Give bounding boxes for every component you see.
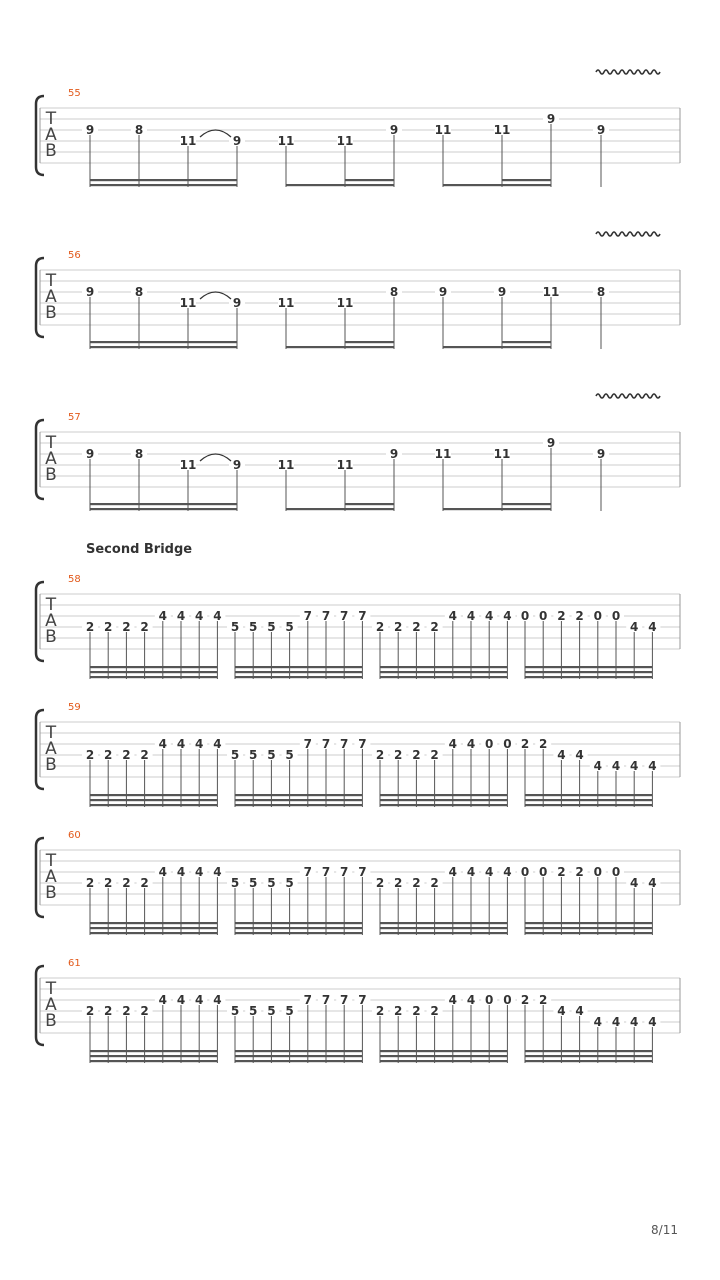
fret-number: 2 (375, 748, 385, 762)
beam (525, 794, 652, 796)
fret-number: 8 (596, 285, 606, 299)
fret-number: 4 (466, 737, 476, 751)
fret-number: 4 (176, 737, 186, 751)
fret-number: 9 (389, 447, 399, 461)
measure-number: 61 (68, 958, 81, 969)
beam (380, 922, 507, 924)
beam (443, 508, 551, 510)
fret-number: 2 (85, 748, 95, 762)
fret-number: 2 (520, 993, 530, 1007)
beam-secondary (502, 341, 551, 343)
fret-number: 0 (611, 865, 621, 879)
beam-secondary (345, 503, 394, 505)
beam-secondary (502, 503, 551, 505)
beam (235, 927, 362, 929)
tab-clef-letter: B (45, 303, 57, 323)
fret-number: 7 (303, 737, 312, 751)
beam (90, 346, 237, 348)
tab-systems (36, 70, 680, 1063)
fret-number: 8 (134, 285, 144, 299)
fret-number: 5 (230, 748, 240, 762)
fret-number: 9 (438, 285, 448, 299)
beam (90, 666, 217, 668)
fret-number: 2 (412, 620, 421, 634)
fret-number: 5 (230, 876, 240, 890)
fret-number: 4 (176, 865, 186, 879)
system-56 (36, 232, 680, 349)
fret-number: 4 (648, 876, 657, 890)
tab-clef-letter: A (45, 867, 57, 887)
beam (525, 932, 652, 934)
fret-number: 9 (596, 123, 606, 137)
fret-number: 5 (249, 876, 258, 890)
beam (90, 922, 217, 924)
beam (525, 922, 652, 924)
fret-number: 2 (104, 620, 113, 634)
beam (380, 1055, 507, 1057)
beam (90, 927, 217, 929)
fret-number: 2 (394, 876, 403, 890)
fret-number: 7 (358, 737, 367, 751)
tab-clef-letter: A (45, 739, 57, 759)
system-59 (36, 702, 680, 807)
fret-number: 4 (448, 865, 457, 879)
beam (286, 508, 394, 510)
vibrato-mark (596, 394, 660, 398)
beam (235, 666, 362, 668)
fret-number: 0 (485, 737, 494, 751)
fret-number: 0 (503, 737, 512, 751)
fret-number: 8 (389, 285, 399, 299)
fret-number: 11 (277, 134, 295, 148)
fret-number: 4 (195, 737, 204, 751)
beam (380, 932, 507, 934)
fret-number: 11 (542, 285, 560, 299)
fret-number: 4 (503, 609, 512, 623)
tab-clef-letter: T (45, 979, 57, 999)
fret-number: 4 (630, 1015, 639, 1029)
measure-number: 57 (68, 412, 81, 423)
fret-number: 4 (176, 609, 186, 623)
fret-number: 5 (285, 876, 294, 890)
beam-secondary (345, 341, 394, 343)
beam (525, 799, 652, 801)
fret-number: 2 (122, 748, 131, 762)
fret-number: 2 (394, 620, 403, 634)
beam (380, 794, 507, 796)
fret-number: 4 (485, 609, 494, 623)
fret-number: 7 (340, 865, 349, 879)
fret-number: 11 (336, 134, 354, 148)
fret-number: 9 (596, 447, 606, 461)
measure-number: 59 (68, 702, 81, 713)
fret-number: 9 (546, 436, 556, 450)
fret-number: 4 (466, 993, 476, 1007)
fret-number: 7 (321, 865, 331, 879)
beam (90, 671, 217, 673)
fret-number: 9 (546, 112, 556, 126)
fret-number: 11 (277, 296, 295, 310)
fret-number: 11 (493, 447, 511, 461)
fret-number: 2 (430, 1004, 439, 1018)
fret-number: 5 (267, 748, 276, 762)
beam-secondary (90, 503, 237, 505)
beam (525, 671, 652, 673)
fret-number: 4 (448, 993, 457, 1007)
fret-number: 2 (104, 1004, 113, 1018)
fret-number: 4 (630, 620, 639, 634)
beam (380, 804, 507, 806)
tab-clef-letter: B (45, 465, 57, 485)
fret-number: 5 (230, 620, 240, 634)
beam-secondary (90, 341, 237, 343)
fret-number: 8 (134, 447, 144, 461)
fret-number: 2 (104, 748, 113, 762)
tab-clef-letter: T (45, 851, 57, 871)
fret-number: 0 (485, 993, 494, 1007)
fret-number: 5 (249, 1004, 258, 1018)
fret-number: 4 (158, 993, 167, 1007)
fret-number: 11 (493, 123, 511, 137)
fret-number: 4 (466, 865, 476, 879)
beam (90, 932, 217, 934)
beam (235, 804, 362, 806)
fret-number: 4 (158, 737, 167, 751)
tab-clef-letter: T (45, 595, 57, 615)
fret-number: 4 (466, 609, 476, 623)
beam (90, 1055, 217, 1057)
fret-number: 2 (430, 620, 439, 634)
beam (235, 1055, 362, 1057)
slur-tie (200, 454, 231, 461)
tab-clef-letter: A (45, 995, 57, 1015)
fret-number: 4 (503, 865, 512, 879)
fret-number: 0 (593, 865, 602, 879)
measure-number: 60 (68, 830, 81, 841)
fret-number: 2 (140, 876, 149, 890)
beam (90, 508, 237, 510)
fret-number: 0 (539, 609, 548, 623)
tab-clef-letter: B (45, 141, 57, 161)
beam (525, 1060, 652, 1062)
beam (525, 804, 652, 806)
slur-tie (200, 130, 231, 137)
beam (525, 1050, 652, 1052)
beam (235, 794, 362, 796)
fret-number: 2 (375, 876, 385, 890)
fret-number: 2 (520, 737, 530, 751)
fret-number: 11 (179, 296, 197, 310)
fret-number: 2 (140, 620, 149, 634)
tab-clef-letter: B (45, 755, 57, 775)
fret-number: 11 (434, 123, 452, 137)
measure-number: 55 (68, 88, 81, 99)
fret-number: 5 (249, 748, 258, 762)
fret-number: 4 (158, 865, 167, 879)
beam (380, 1050, 507, 1052)
fret-number: 2 (394, 748, 403, 762)
fret-number: 7 (303, 865, 312, 879)
beam (443, 184, 551, 186)
fret-number: 2 (539, 737, 548, 751)
beam (90, 1050, 217, 1052)
fret-number: 5 (267, 876, 276, 890)
fret-number: 4 (593, 759, 602, 773)
fret-number: 5 (285, 620, 294, 634)
beam (90, 676, 217, 678)
beam (380, 927, 507, 929)
fret-number: 2 (539, 993, 548, 1007)
fret-number: 4 (213, 609, 222, 623)
beam (286, 346, 394, 348)
fret-number: 9 (232, 458, 242, 472)
fret-number: 4 (593, 1015, 602, 1029)
fret-number: 2 (412, 1004, 421, 1018)
beam (90, 799, 217, 801)
beam (235, 676, 362, 678)
fret-number: 2 (85, 1004, 95, 1018)
fret-number: 5 (267, 620, 276, 634)
tab-clef-letter: A (45, 611, 57, 631)
fret-number: 8 (134, 123, 144, 137)
fret-number: 2 (122, 876, 131, 890)
fret-number: 2 (557, 865, 566, 879)
fret-number: 5 (230, 1004, 240, 1018)
system-55 (36, 70, 680, 187)
beam (380, 1060, 507, 1062)
fret-number: 7 (340, 609, 349, 623)
measure-number: 56 (68, 250, 81, 261)
fret-number: 4 (213, 737, 222, 751)
measure-number: 58 (68, 574, 81, 585)
vibrato-mark (596, 232, 660, 236)
fret-number: 11 (277, 458, 295, 472)
tab-clef-letter: T (45, 433, 57, 453)
beam-secondary (502, 179, 551, 181)
fret-number: 7 (321, 993, 331, 1007)
beam (286, 184, 394, 186)
fret-number: 4 (448, 609, 457, 623)
fret-number: 9 (85, 447, 95, 461)
fret-number: 9 (389, 123, 399, 137)
page-number: 8/11 (651, 1223, 678, 1237)
fret-number: 4 (648, 1015, 657, 1029)
fret-number: 4 (575, 1004, 584, 1018)
fret-number: 4 (195, 993, 204, 1007)
beam (380, 666, 507, 668)
fret-number: 4 (630, 759, 639, 773)
beam (235, 1050, 362, 1052)
vibrato-mark (596, 70, 660, 74)
fret-number: 5 (267, 1004, 276, 1018)
fret-number: 7 (303, 993, 312, 1007)
tab-clef-letter: T (45, 109, 57, 129)
fret-number: 7 (340, 737, 349, 751)
beam (525, 927, 652, 929)
fret-number: 2 (122, 1004, 131, 1018)
system-58 (36, 574, 680, 679)
fret-number: 4 (648, 620, 657, 634)
beam (380, 676, 507, 678)
fret-number: 7 (321, 609, 331, 623)
tab-clef-letter: A (45, 449, 57, 469)
fret-number: 2 (557, 609, 566, 623)
beam (525, 1055, 652, 1057)
fret-number: 11 (336, 296, 354, 310)
fret-number: 4 (213, 993, 222, 1007)
fret-number: 0 (593, 609, 602, 623)
tab-clef-letter: B (45, 627, 57, 647)
fret-number: 7 (358, 609, 367, 623)
beam (443, 346, 551, 348)
fret-number: 7 (303, 609, 312, 623)
fret-number: 2 (575, 865, 584, 879)
beam (380, 799, 507, 801)
fret-number: 9 (85, 123, 95, 137)
fret-number: 2 (140, 748, 149, 762)
fret-number: 4 (648, 759, 657, 773)
fret-number: 7 (358, 865, 367, 879)
system-60 (36, 830, 680, 935)
tab-clef-letter: B (45, 1011, 57, 1031)
fret-number: 4 (485, 865, 494, 879)
fret-number: 11 (179, 458, 197, 472)
fret-number: 0 (611, 609, 621, 623)
fret-number: 0 (503, 993, 512, 1007)
beam (90, 794, 217, 796)
beam-secondary (90, 179, 237, 181)
beam (90, 1060, 217, 1062)
beam (525, 676, 652, 678)
fret-number: 4 (575, 748, 584, 762)
beam (380, 671, 507, 673)
fret-number: 0 (520, 865, 530, 879)
tab-clef-letter: B (45, 883, 57, 903)
tab-clef-letter: A (45, 125, 57, 145)
fret-number: 5 (249, 620, 258, 634)
fret-number: 2 (575, 609, 584, 623)
fret-number: 4 (611, 1015, 621, 1029)
fret-number: 4 (213, 865, 222, 879)
beam-secondary (345, 179, 394, 181)
fret-number: 7 (358, 993, 367, 1007)
beam (235, 922, 362, 924)
fret-number: 9 (85, 285, 95, 299)
fret-number: 5 (285, 1004, 294, 1018)
fret-number: 0 (539, 865, 548, 879)
system-61 (36, 958, 680, 1063)
beam (235, 1060, 362, 1062)
fret-number: 4 (448, 737, 457, 751)
fret-number: 2 (104, 876, 113, 890)
fret-number: 0 (520, 609, 530, 623)
fret-number: 9 (497, 285, 507, 299)
fret-number: 4 (195, 609, 204, 623)
section-title: Second Bridge (86, 542, 193, 557)
fret-number: 4 (557, 748, 566, 762)
tab-clef-letter: A (45, 287, 57, 307)
fret-number: 9 (232, 134, 242, 148)
fret-number: 2 (394, 1004, 403, 1018)
beam (235, 671, 362, 673)
fret-number: 4 (611, 759, 621, 773)
fret-number: 2 (412, 748, 421, 762)
fret-number: 5 (285, 748, 294, 762)
system-57 (36, 394, 680, 511)
fret-number: 2 (122, 620, 131, 634)
fret-number: 9 (232, 296, 242, 310)
beam (90, 804, 217, 806)
fret-number: 2 (140, 1004, 149, 1018)
fret-number: 2 (375, 1004, 385, 1018)
slur-tie (200, 292, 231, 299)
fret-number: 7 (340, 993, 349, 1007)
fret-number: 11 (179, 134, 197, 148)
fret-number: 4 (195, 865, 204, 879)
fret-number: 2 (430, 876, 439, 890)
beam (90, 184, 237, 186)
fret-number: 2 (85, 620, 95, 634)
fret-number: 11 (434, 447, 452, 461)
fret-number: 2 (375, 620, 385, 634)
fret-number: 4 (176, 993, 186, 1007)
fret-number: 11 (336, 458, 354, 472)
beam (235, 799, 362, 801)
fret-number: 4 (557, 1004, 566, 1018)
tab-clef-letter: T (45, 271, 57, 291)
fret-number: 2 (412, 876, 421, 890)
tab-clef-letter: T (45, 723, 57, 743)
beam (235, 932, 362, 934)
fret-number: 4 (158, 609, 167, 623)
fret-number: 4 (630, 876, 639, 890)
beam (525, 666, 652, 668)
fret-number: 2 (430, 748, 439, 762)
fret-number: 2 (85, 876, 95, 890)
fret-number: 7 (321, 737, 331, 751)
